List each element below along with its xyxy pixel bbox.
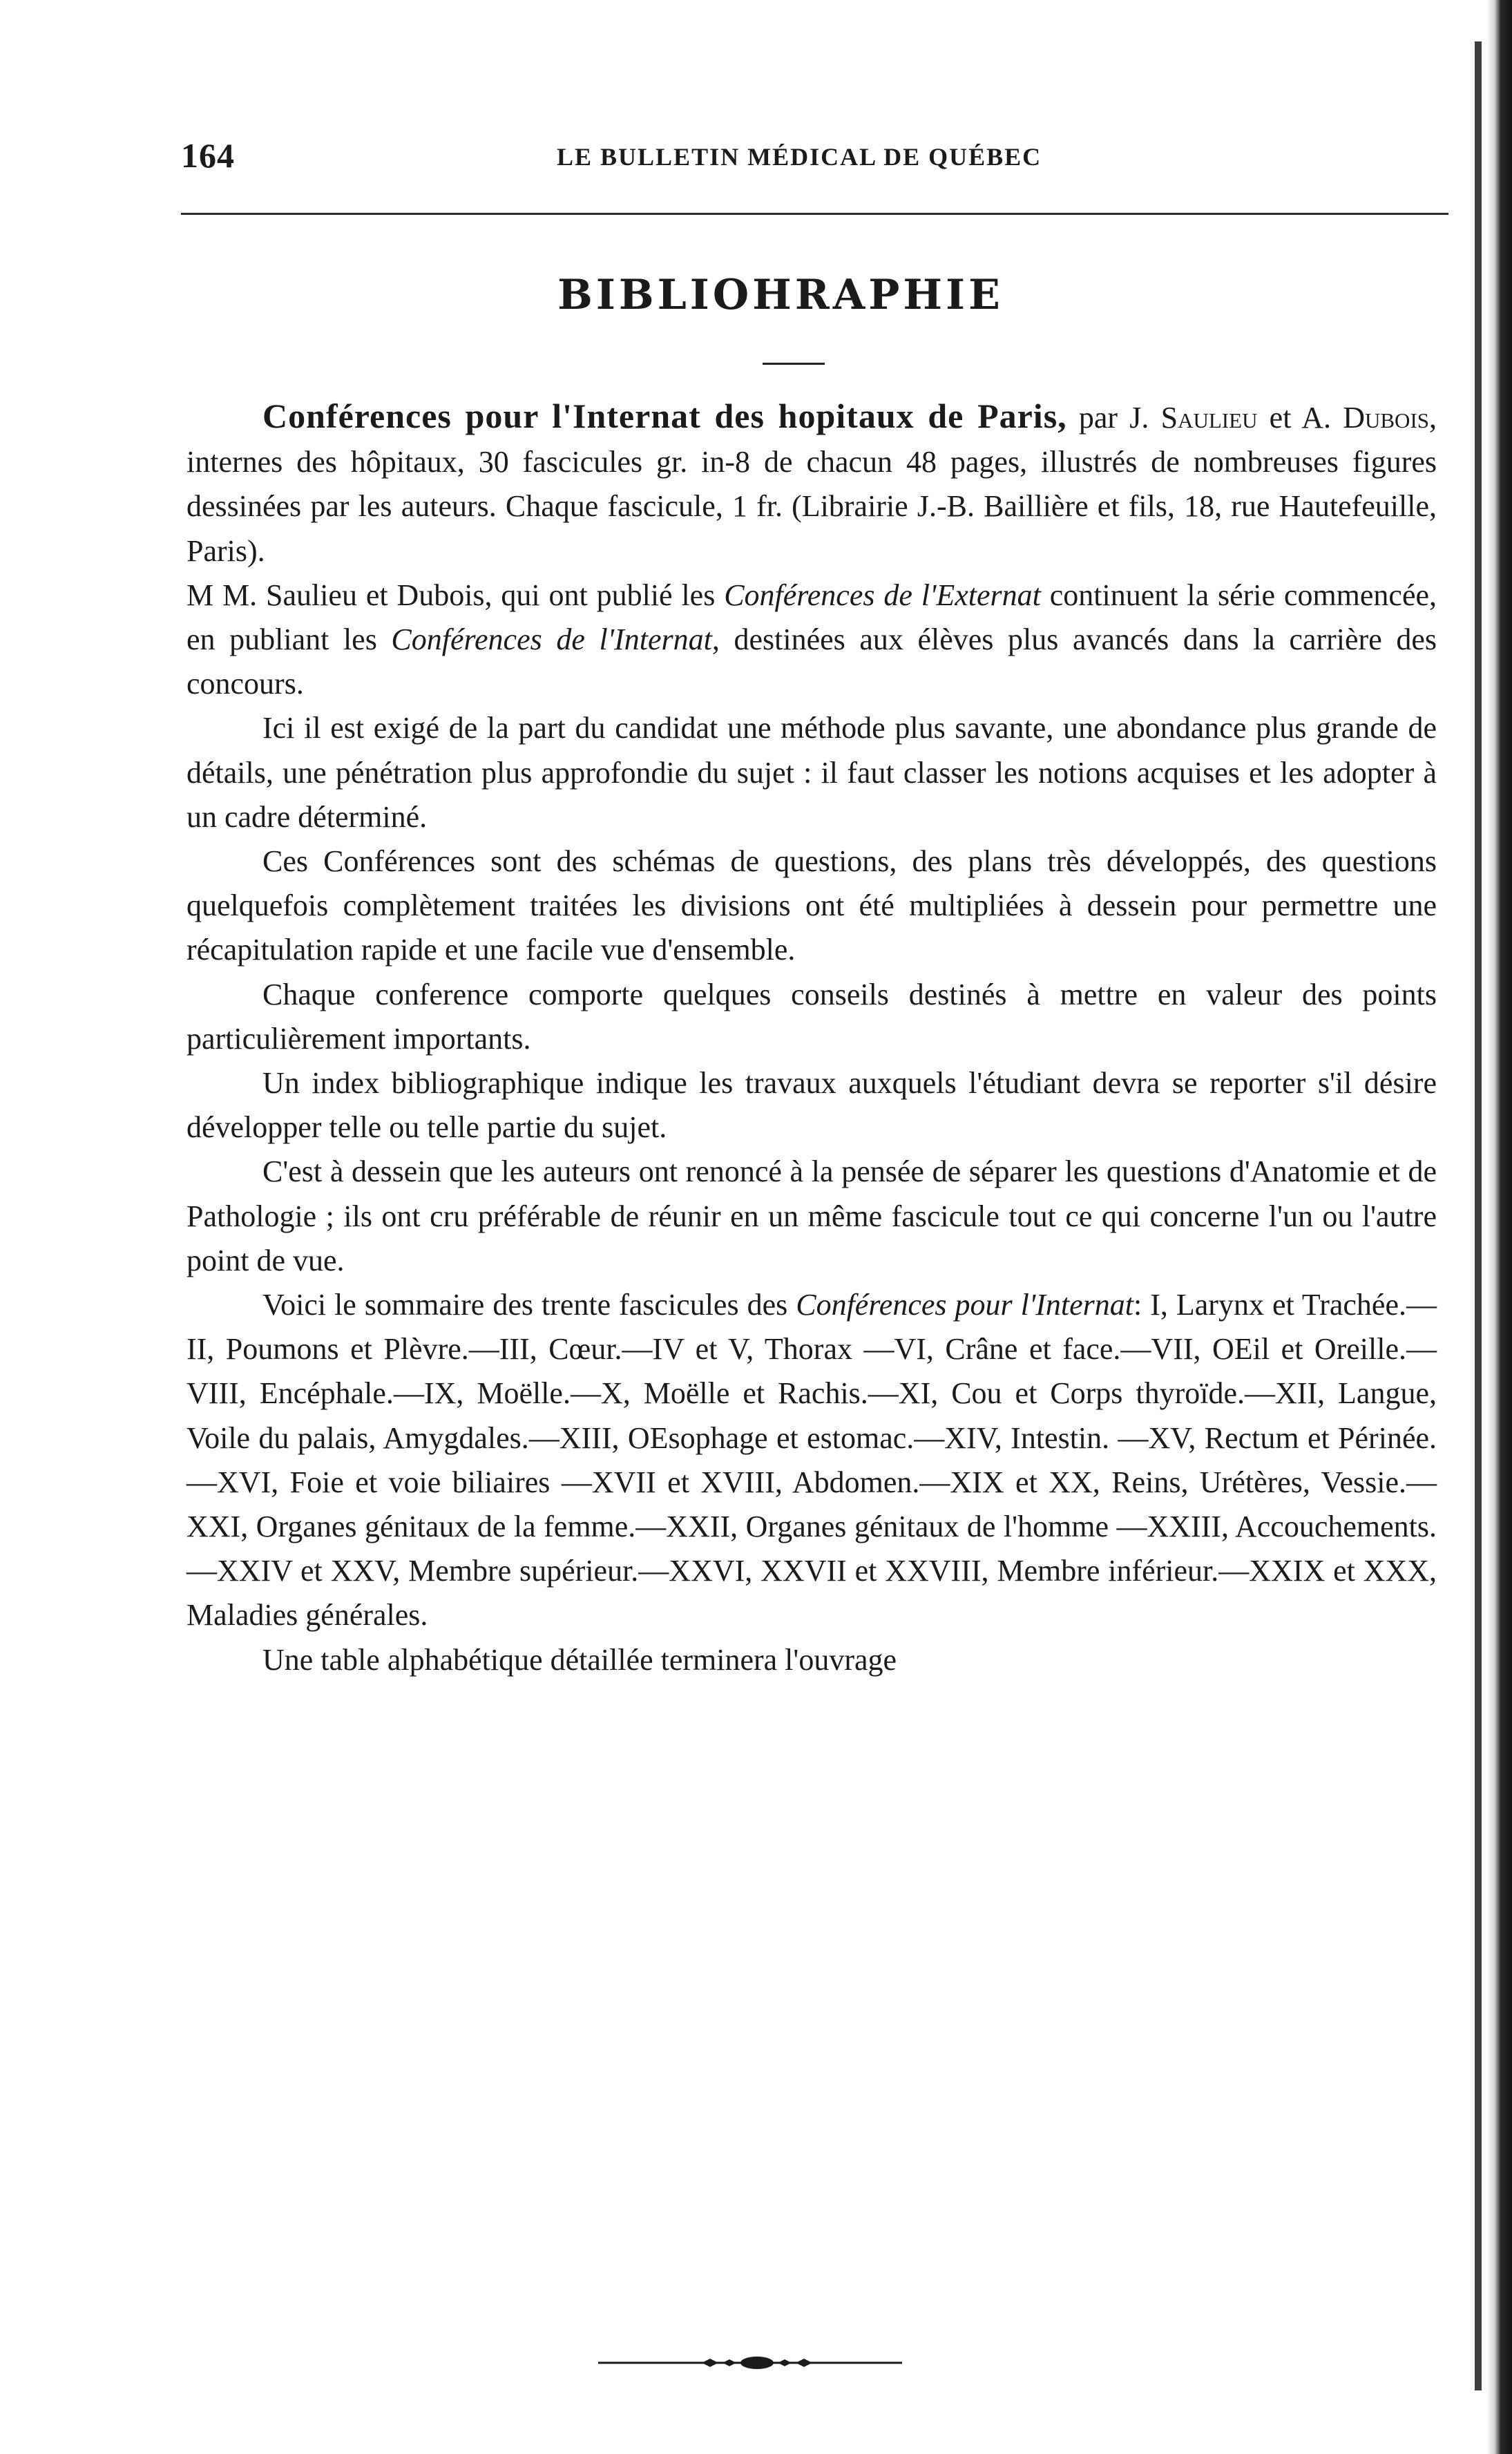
paragraph-3: Ces Conférences sont des schémas de questions, des plans très développés, des questions quelquefois complètement traitées les divisions ont été multipliées à dessein pour permettre une récapitulation rapide et une facile vue d'ensemble.	[186, 844, 1437, 967]
title-conferences-internat: Conférences de l'Internat	[391, 622, 712, 657]
scan-page-edge	[1487, 0, 1512, 2454]
article-body	[186, 394, 1437, 1682]
paragraph-1-text-c: continuent la série commencée, en publiant les	[186, 578, 1437, 657]
title-conferences-externat: Conférences de l'Externat	[724, 578, 1041, 612]
paragraph-7-text-a: Voici le sommaire des trente fascicules des	[262, 1288, 796, 1322]
entry-by: par J.	[1066, 401, 1161, 435]
paragraph-7	[186, 1283, 1437, 1638]
title-rule	[763, 363, 825, 365]
header-rule	[181, 213, 1448, 215]
paragraph-2: Ici il est exigé de la part du candidat une méthode plus savante, une abondance plus grande de détails, une pénétration plus approfondie du sujet : il faut classer les notions acquises et les adopter à un cadre déterminé.	[186, 711, 1437, 834]
title-conferences-pour-internat: Conférences pour l'Internat	[796, 1288, 1134, 1322]
paragraph-1-text-e: , destinées aux élèves plus avancés dans la carrière des concours.	[186, 622, 1437, 701]
author-dubois: Dubois	[1343, 401, 1430, 435]
running-head: LE BULLETIN MÉDICAL DE QUÉBEC	[557, 143, 1042, 171]
entry-and: et A.	[1257, 401, 1343, 435]
paragraph-1-text-a: M M. Saulieu et Dubois, qui ont publié les	[186, 578, 725, 612]
section-title: BIBLIOHRAPHIE	[557, 271, 1004, 319]
page-number: 164	[181, 136, 235, 175]
paragraph-4: Chaque conference comporte quelques conseils destinés à mettre en valeur des points particulièrement importants.	[186, 977, 1437, 1056]
book-title: Conférences pour l'Internat des hopitaux de Paris,	[262, 397, 1067, 435]
ornament-divider	[598, 2355, 902, 2371]
paragraph-8: Une table alphabétique détaillée terminera l'ouvrage	[262, 1642, 897, 1677]
scan-binding-shadow	[1475, 41, 1482, 2390]
bibliographic-entry	[186, 394, 1437, 573]
fascicule-summary: : I, Larynx et Trachée.—II, Poumons et Plèvre.—III, Cœur.—IV et V, Thorax —VI, Crâne et face.—VII, OEil et Oreille.—VIII, Encéphale.—IX, Moëlle.—X, Moëlle et Rachis.—XI, Cou et Corps thyroïde.—XII, Langue, Voile du palais, Amygdales.—XIII, OEsophage et estomac.—XIV, Intestin. —XV, Rectum et Périnée.—XVI, Foie et voie biliaires —XVII et XVIII, Abdomen.—XIX et XX, Reins, Urétères, Vessie.—XXI, Organes génitaux de la femme.—XXII, Organes génitaux de l'homme —XXIII, Accouchements.—XXIV et XXV, Membre supérieur.—XXVI, XXVII et XXVIII, Membre inférieur.—XXIX et XXX, Maladies générales.	[186, 1288, 1437, 1633]
paragraph-5: Un index bibliographique indique les travaux auxquels l'étudiant devra se reporter s'il désire développer telle ou telle partie du sujet.	[186, 1066, 1437, 1145]
paragraph-1	[186, 573, 1437, 707]
entry-details: , internes des hôpitaux, 30 fascicules gr. in-8 de chacun 48 pages, illustrés de nombreuses figures dessinées par les auteurs. Chaque fascicule, 1 fr. (Librairie J.-B. Baillière et fils, 18, rue Hautefeuille, Paris).	[186, 401, 1437, 568]
author-saulieu: Saulieu	[1160, 401, 1258, 435]
paragraph-6: C'est à dessein que les auteurs ont renoncé à la pensée de séparer les questions d'Anatomie et de Pathologie ; ils ont cru préférable de réunir en un même fascicule tout ce qui concerne l'un ou l'autre point de vue.	[186, 1154, 1437, 1277]
